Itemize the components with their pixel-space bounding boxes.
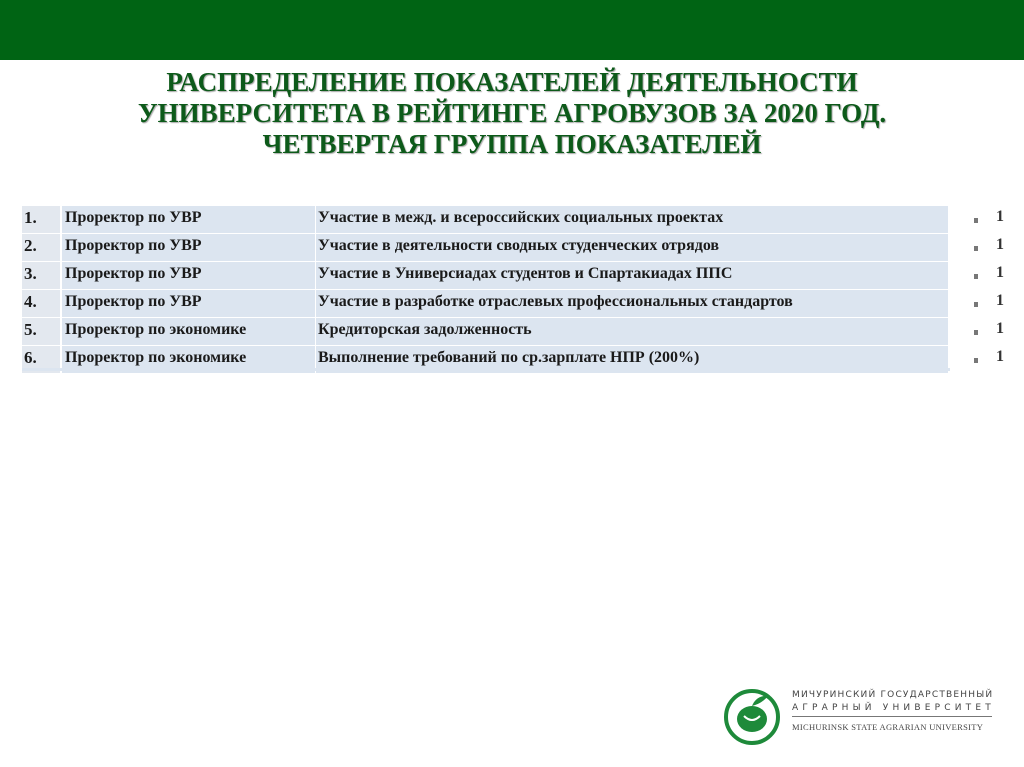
logo-text-line-3: MICHURINSK STATE AGRARIAN UNIVERSITY — [792, 722, 984, 732]
bullet-icon — [974, 218, 978, 223]
logo-text-line-2: АГРАРНЫЙ УНИВЕРСИТЕТ — [792, 703, 995, 713]
row-responsible: Проректор по экономике — [62, 346, 315, 373]
side-marker — [972, 206, 1008, 232]
logo-divider — [792, 716, 992, 717]
side-marker — [972, 290, 1008, 316]
row-number: 4. — [22, 290, 60, 317]
slide-title — [60, 67, 964, 160]
indicators-table — [22, 206, 1004, 374]
row-number: 2. — [22, 234, 60, 261]
side-value: 1 — [996, 292, 1004, 309]
bullet-icon — [974, 246, 978, 251]
university-logo — [722, 686, 1002, 746]
table-row — [22, 318, 1004, 346]
row-indicator: Участие в Универсиадах студентов и Спартакиадах ППС — [316, 262, 948, 289]
row-number: 5. — [22, 318, 60, 345]
row-indicator: Кредиторская задолженность — [316, 318, 948, 345]
apple-emblem-icon — [722, 686, 784, 746]
bullet-icon — [974, 330, 978, 335]
side-value: 1 — [996, 236, 1004, 253]
bullet-icon — [974, 358, 978, 363]
row-responsible: Проректор по УВР — [62, 206, 315, 233]
title-line-1: РАСПРЕДЕЛЕНИЕ ПОКАЗАТЕЛЕЙ ДЕЯТЕЛЬНОСТИ — [166, 67, 858, 97]
row-indicator: Участие в разработке отраслевых профессиональных стандартов — [316, 290, 948, 317]
side-marker — [972, 318, 1008, 344]
side-value: 1 — [996, 208, 1004, 225]
bullet-icon — [974, 302, 978, 307]
table-row — [22, 206, 1004, 234]
side-marker — [972, 346, 1008, 372]
side-value: 1 — [996, 348, 1004, 365]
row-number: 1. — [22, 206, 60, 233]
row-indicator: Участие в межд. и всероссийских социальных проектах — [316, 206, 948, 233]
side-value: 1 — [996, 320, 1004, 337]
bullet-icon — [974, 274, 978, 279]
row-indicator: Выполнение требований по ср.зарплате НПР (200%) — [316, 346, 948, 373]
side-marker — [972, 234, 1008, 260]
side-marker — [972, 262, 1008, 288]
table-bottom-strip — [22, 368, 950, 371]
row-indicator: Участие в деятельности сводных студенческих отрядов — [316, 234, 948, 261]
row-responsible: Проректор по УВР — [62, 290, 315, 317]
table-row — [22, 290, 1004, 318]
table-row — [22, 262, 1004, 290]
row-responsible: Проректор по экономике — [62, 318, 315, 345]
title-line-2: УНИВЕРСИТЕТА В РЕЙТИНГЕ АГРОВУЗОВ ЗА 2020 ГОД. — [137, 98, 887, 128]
side-value: 1 — [996, 264, 1004, 281]
table-row — [22, 234, 1004, 262]
title-line-3: ЧЕТВЕРТАЯ ГРУППА ПОКАЗАТЕЛЕЙ — [262, 129, 762, 159]
logo-text-line-1: МИЧУРИНСКИЙ ГОСУДАРСТВЕННЫЙ — [792, 690, 994, 700]
row-responsible: Проректор по УВР — [62, 262, 315, 289]
top-bar — [0, 0, 1024, 60]
row-number: 3. — [22, 262, 60, 289]
row-responsible: Проректор по УВР — [62, 234, 315, 261]
row-number: 6. — [22, 346, 60, 373]
